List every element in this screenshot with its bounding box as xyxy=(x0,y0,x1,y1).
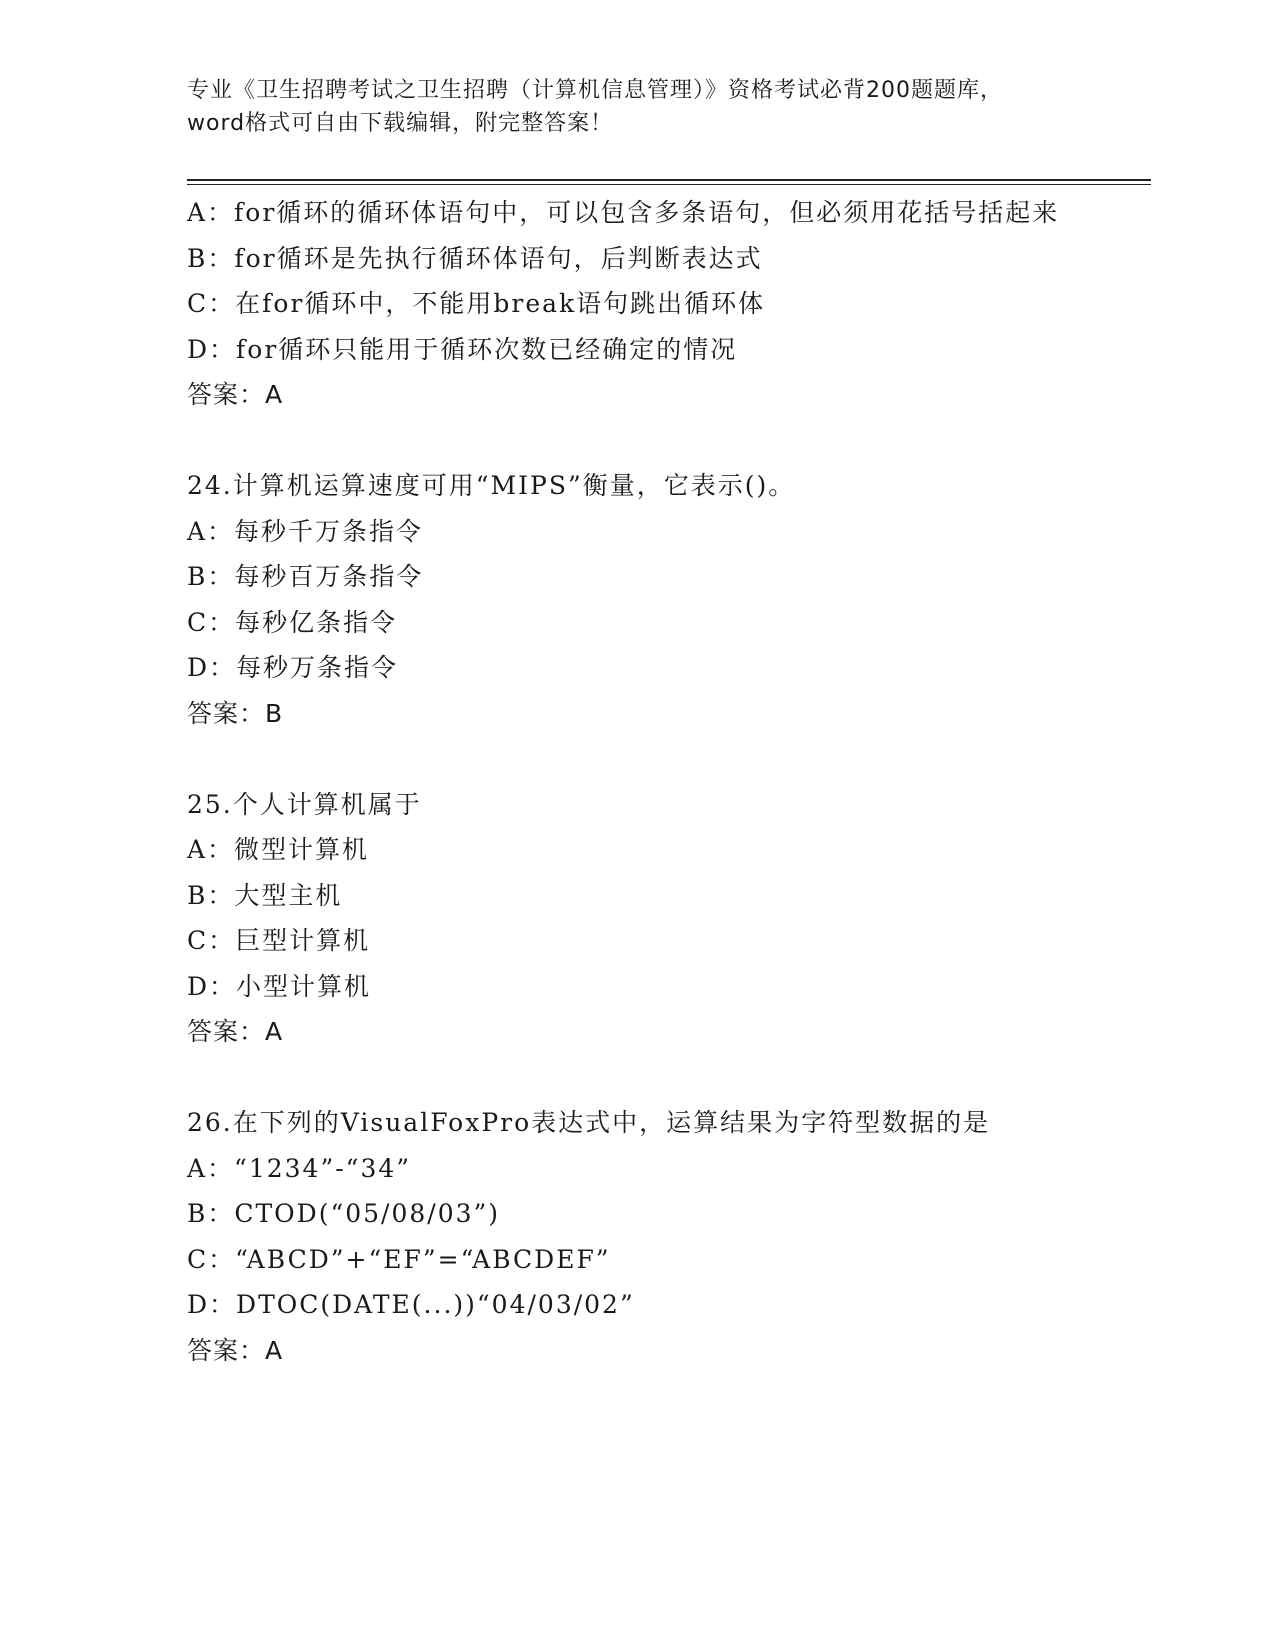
question-block-25 xyxy=(187,782,1087,1055)
answer-line: 答案：A xyxy=(187,1017,284,1046)
option-a: A：“1234”-“34” xyxy=(187,1153,412,1183)
option-c: C：巨型计算机 xyxy=(187,926,371,955)
question-block-24 xyxy=(187,463,1087,736)
question-text: 24.计算机运算速度可用“MIPS”衡量，它表示()。 xyxy=(187,471,796,500)
option-b: B：每秒百万条指令 xyxy=(187,562,424,591)
option-b: B：for循环是先执行循环体语句，后判断表达式 xyxy=(187,243,763,273)
option-d: D：每秒万条指令 xyxy=(187,653,399,682)
header-divider-thick xyxy=(187,179,1151,181)
header-subtitle-line: word格式可自由下载编辑，附完整答案！ xyxy=(187,111,614,136)
option-c: C：每秒亿条指令 xyxy=(187,607,398,637)
option-a: A：每秒千万条指令 xyxy=(187,516,424,546)
option-b: B：CTOD(“05/08/03”) xyxy=(187,1199,501,1228)
option-d: D：for循环只能用于循环次数已经确定的情况 xyxy=(187,334,738,364)
option-d: D：小型计算机 xyxy=(187,971,372,1001)
option-a: A：for循环的循环体语句中，可以包含多条语句，但必须用花括号括起来 xyxy=(187,198,1060,227)
question-text: 26.在下列的VisualFoxPro表达式中，运算结果为字符型数据的是 xyxy=(187,1108,991,1137)
option-a: A：微型计算机 xyxy=(187,835,370,864)
answer-line: 答案：A xyxy=(187,380,284,409)
question-text: 25.个人计算机属于 xyxy=(187,789,422,819)
question-list xyxy=(187,190,1087,1373)
document-header xyxy=(187,74,1087,140)
question-block-23-continued xyxy=(187,190,1087,418)
answer-line: 答案：A xyxy=(187,1335,284,1365)
option-d: D：DTOC(DATE(...))“04/03/02” xyxy=(187,1290,635,1319)
header-title-line: 专业《卫生招聘考试之卫生招聘（计算机信息管理）》资格考试必背200题题库， xyxy=(187,78,1003,103)
option-b: B：大型主机 xyxy=(187,880,343,910)
header-divider-thin xyxy=(187,184,1151,185)
question-block-26 xyxy=(187,1100,1087,1373)
option-c: C：“ABCD”+“EF”=“ABCDEF” xyxy=(187,1244,611,1274)
option-c: C：在for循环中，不能用break语句跳出循环体 xyxy=(187,289,766,318)
answer-line: 答案：B xyxy=(187,698,284,728)
